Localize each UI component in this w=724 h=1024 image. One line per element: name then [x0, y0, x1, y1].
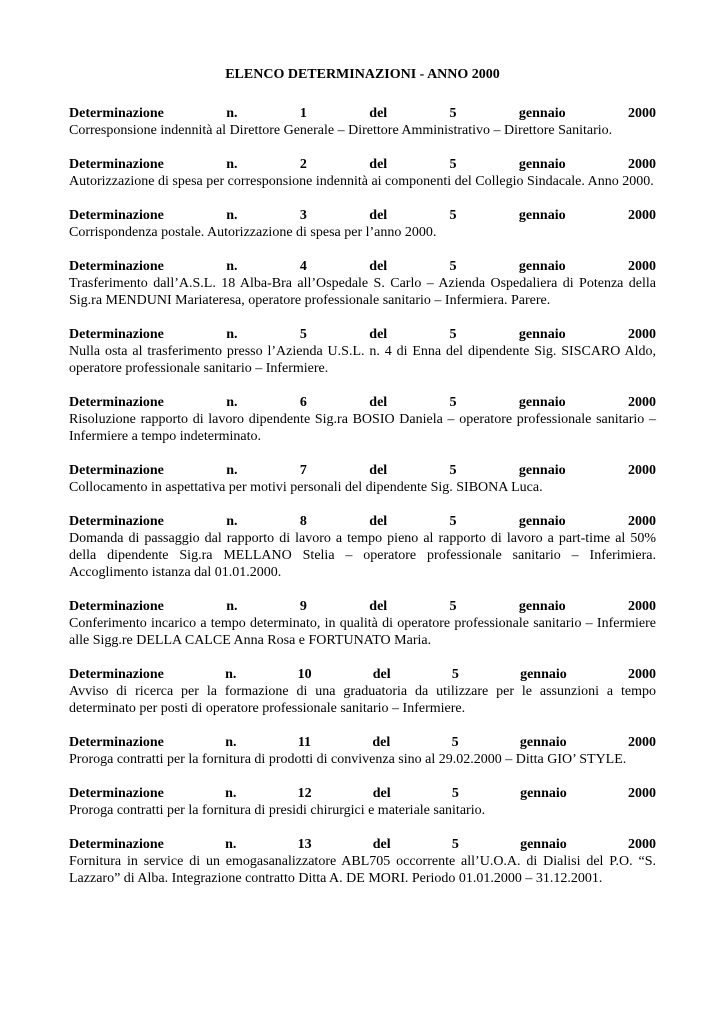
determination-number: 8: [299, 514, 307, 529]
date-year: 2000: [627, 157, 656, 172]
date-label: del: [369, 208, 388, 223]
determination-entry: [69, 207, 656, 241]
date-month: gennaio: [520, 837, 567, 852]
date-year: 2000: [627, 837, 656, 852]
determination-number: 5: [299, 327, 307, 342]
date-year: 2000: [627, 463, 656, 478]
number-label: n.: [226, 259, 238, 274]
date-day: 5: [451, 786, 459, 801]
date-year: 2000: [627, 667, 656, 682]
determination-entry: [69, 156, 656, 190]
determination-label: Determinazione: [69, 463, 164, 478]
number-label: n.: [226, 514, 238, 529]
determination-number: 2: [299, 157, 307, 172]
date-month: gennaio: [518, 327, 566, 342]
document-page: [69, 66, 656, 904]
number-label: n.: [226, 106, 238, 121]
determination-list: [69, 105, 656, 887]
determination-entry: [69, 785, 656, 819]
determination-number: 9: [299, 599, 307, 614]
date-label: del: [369, 395, 388, 410]
determination-header: [69, 666, 656, 683]
date-month: gennaio: [518, 463, 566, 478]
determination-entry: [69, 462, 656, 496]
determination-description: Avviso di ricerca per la formazione di una graduatoria da utilizzare per le assunzioni a tempo determinato per posti di operatore professionale sanitario – Infermiere.: [69, 684, 656, 716]
date-day: 5: [449, 157, 457, 172]
determination-header: [69, 785, 656, 802]
date-label: del: [369, 463, 388, 478]
date-month: gennaio: [518, 208, 566, 223]
determination-entry: [69, 734, 656, 768]
date-label: del: [369, 259, 388, 274]
determination-number: 1: [299, 106, 307, 121]
determination-label: Determinazione: [69, 837, 164, 852]
date-year: 2000: [627, 735, 656, 750]
date-day: 5: [449, 463, 457, 478]
determination-description: Collocamento in aspettativa per motivi personali del dipendente Sig. SIBONA Luca.: [69, 480, 543, 495]
determination-label: Determinazione: [69, 667, 164, 682]
number-label: n.: [226, 599, 238, 614]
number-label: n.: [225, 735, 237, 750]
determination-entry: [69, 666, 656, 717]
determination-description: Trasferimento dall’A.S.L. 18 Alba-Bra all’Ospedale S. Carlo – Azienda Ospedaliera di Potenza della Sig.ra MENDUNI Mariateresa, operatore professionale sanitario – Infermiera. Parere.: [69, 276, 656, 308]
determination-header: [69, 258, 656, 275]
date-label: del: [372, 837, 391, 852]
date-day: 5: [449, 106, 457, 121]
determination-entry: [69, 394, 656, 445]
determination-header: [69, 207, 656, 224]
determination-number: 13: [297, 837, 312, 852]
determination-header: [69, 105, 656, 122]
number-label: n.: [226, 208, 238, 223]
determination-number: 3: [299, 208, 307, 223]
date-year: 2000: [627, 106, 656, 121]
determination-description: Domanda di passaggio dal rapporto di lavoro a tempo pieno al rapporto di lavoro a part-time al 50% della dipendente Sig.ra MELLANO Stelia – operatore professionale sanitario – Inferimiera. Accoglimento istanza dal 01.01.2000.: [69, 531, 656, 580]
determination-description: Corresponsione indennità al Direttore Generale – Direttore Amministrativo – Direttore Sanitario.: [69, 123, 613, 138]
date-month: gennaio: [520, 786, 567, 801]
date-label: del: [369, 157, 388, 172]
determination-description: Proroga contratti per la fornitura di prodotti di convivenza sino al 29.02.2000 – Ditta GIO’ STYLE.: [69, 752, 627, 767]
date-day: 5: [449, 259, 457, 274]
determination-label: Determinazione: [69, 599, 164, 614]
date-month: gennaio: [518, 395, 566, 410]
determination-label: Determinazione: [69, 395, 164, 410]
number-label: n.: [225, 837, 237, 852]
determination-description: Fornitura in service di un emogasanalizzatore ABL705 occorrente all’U.O.A. di Dialisi del P.O. “S. Lazzaro” di Alba. Integrazione contratto Ditta A. DE MORI. Periodo 01.01.2000 – 31.12.2001.: [69, 854, 656, 886]
determination-description: Conferimento incarico a tempo determinato, in qualità di operatore professionale sanitario – Infermiere alle Sigg.re DELLA CALCE Anna Rosa e FORTUNATO Maria.: [69, 616, 656, 648]
date-label: del: [372, 667, 391, 682]
date-month: gennaio: [518, 514, 566, 529]
determination-label: Determinazione: [69, 786, 164, 801]
determination-description: Autorizzazione di spesa per corresponsione indennità ai componenti del Collegio Sindacale. Anno 2000.: [69, 174, 654, 189]
date-year: 2000: [627, 514, 656, 529]
determination-number: 11: [297, 735, 312, 750]
date-year: 2000: [627, 599, 656, 614]
date-month: gennaio: [518, 259, 566, 274]
determination-description: Proroga contratti per la fornitura di presidi chirurgici e materiale sanitario.: [69, 803, 486, 818]
determination-description: Risoluzione rapporto di lavoro dipendente Sig.ra BOSIO Daniela – operatore professionale sanitario – Infermiere a tempo indeterminato.: [69, 412, 656, 444]
date-year: 2000: [627, 395, 656, 410]
date-month: gennaio: [518, 599, 566, 614]
date-day: 5: [449, 395, 457, 410]
date-day: 5: [449, 208, 457, 223]
date-day: 5: [449, 327, 457, 342]
determination-number: 6: [299, 395, 307, 410]
determination-entry: [69, 513, 656, 581]
number-label: n.: [226, 395, 238, 410]
date-month: gennaio: [518, 157, 566, 172]
determination-number: 4: [299, 259, 307, 274]
date-label: del: [369, 106, 388, 121]
determination-header: [69, 462, 656, 479]
determination-entry: [69, 258, 656, 309]
determination-number: 12: [297, 786, 312, 801]
determination-label: Determinazione: [69, 514, 164, 529]
determination-entry: [69, 598, 656, 649]
date-label: del: [372, 735, 391, 750]
date-label: del: [369, 514, 388, 529]
determination-header: [69, 598, 656, 615]
determination-entry: [69, 836, 656, 887]
date-day: 5: [449, 599, 457, 614]
determination-header: [69, 734, 656, 751]
number-label: n.: [225, 786, 237, 801]
determination-label: Determinazione: [69, 157, 164, 172]
determination-number: 7: [299, 463, 307, 478]
determination-label: Determinazione: [69, 327, 164, 342]
number-label: n.: [226, 327, 238, 342]
determination-number: 10: [297, 667, 312, 682]
date-label: del: [372, 786, 391, 801]
determination-entry: [69, 105, 656, 139]
determination-label: Determinazione: [69, 106, 164, 121]
number-label: n.: [226, 463, 238, 478]
date-month: gennaio: [519, 735, 567, 750]
date-year: 2000: [627, 259, 656, 274]
determination-entry: [69, 326, 656, 377]
date-label: del: [369, 599, 388, 614]
document-title: ELENCO DETERMINAZIONI - ANNO 2000: [225, 67, 500, 82]
determination-header: [69, 836, 656, 853]
date-day: 5: [451, 735, 459, 750]
determination-header: [69, 326, 656, 343]
date-month: gennaio: [520, 667, 567, 682]
date-month: gennaio: [518, 106, 566, 121]
determination-header: [69, 394, 656, 411]
date-year: 2000: [627, 786, 656, 801]
number-label: n.: [225, 667, 237, 682]
date-day: 5: [451, 837, 459, 852]
date-day: 5: [449, 514, 457, 529]
date-year: 2000: [627, 208, 656, 223]
date-day: 5: [451, 667, 459, 682]
determination-label: Determinazione: [69, 259, 164, 274]
number-label: n.: [226, 157, 238, 172]
determination-label: Determinazione: [69, 208, 164, 223]
determination-description: Corrispondenza postale. Autorizzazione di spesa per l’anno 2000.: [69, 225, 437, 240]
determination-description: Nulla osta al trasferimento presso l’Azienda U.S.L. n. 4 di Enna del dipendente Sig. SISCARO Aldo, operatore professionale sanitario – Infermiere.: [69, 344, 656, 376]
determination-label: Determinazione: [69, 735, 164, 750]
determination-header: [69, 156, 656, 173]
date-year: 2000: [627, 327, 656, 342]
date-label: del: [369, 327, 388, 342]
determination-header: [69, 513, 656, 530]
